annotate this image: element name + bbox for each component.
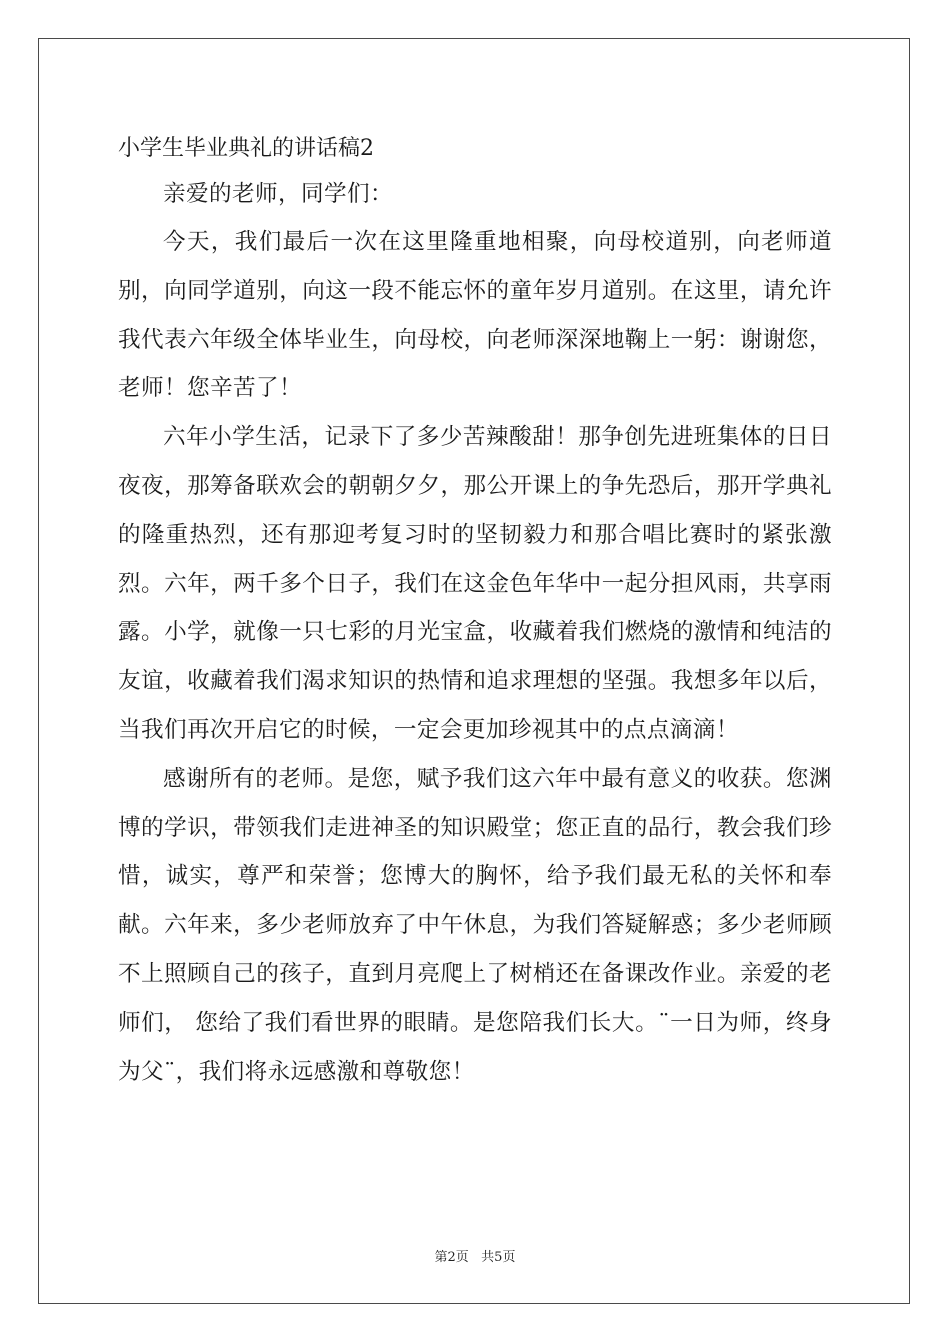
greeting-line: 亲爱的老师，同学们： bbox=[163, 181, 393, 207]
paragraph-1: 今天，我们最后一次在这里隆重地相聚，向母校道别，向老师道别，向同学道别，向这一段不能忘怀的童年岁月道别。在这里，请允许我代表六年级全体毕业生，向母校，向老师深深地鞠上一躬：谢谢您，老师！您辛苦了！ bbox=[118, 229, 832, 402]
document-title: 小学生毕业典礼的讲话稿2 bbox=[118, 136, 374, 161]
page-number-footer: 第2页 共5页 bbox=[434, 1250, 516, 1265]
paragraph-3: 感谢所有的老师。是您，赋予我们这六年中最有意义的收获。您渊博的学识，带领我们走进神圣的知识殿堂；您正直的品行，教会我们珍惜，诚实，尊严和荣誉；您博大的胸怀，给予我们最无私的关怀和奉献。六年来，多少老师放弃了中午休息，为我们答疑解惑；多少老师顾不上照顾自己的孩子，直到月亮爬上了树梢还在备课改作业。亲爱的老师们， 您给了我们看世界的眼睛。是您陪我们长大。¨一日为师，终身为父¨，我们将永远感激和尊敬您！ bbox=[118, 765, 832, 1085]
paragraph-2: 六年小学生活，记录下了多少苦辣酸甜！那争创先进班集体的日日夜夜，那筹备联欢会的朝朝夕夕，那公开课上的争先恐后，那开学典礼的隆重热烈，还有那迎考复习时的坚韧毅力和那合唱比赛时的紧张激烈。六年，两千多个日子，我们在这金色年华中一起分担风雨，共享雨露。小学，就像一只七彩的月光宝盒，收藏着我们燃烧的激情和纯洁的友谊，收藏着我们渴求知识的热情和追求理想的坚强。我想多年以后，当我们再次开启它的时候，一定会更加珍视其中的点点滴滴！ bbox=[118, 424, 832, 743]
document-body bbox=[118, 128, 832, 1096]
